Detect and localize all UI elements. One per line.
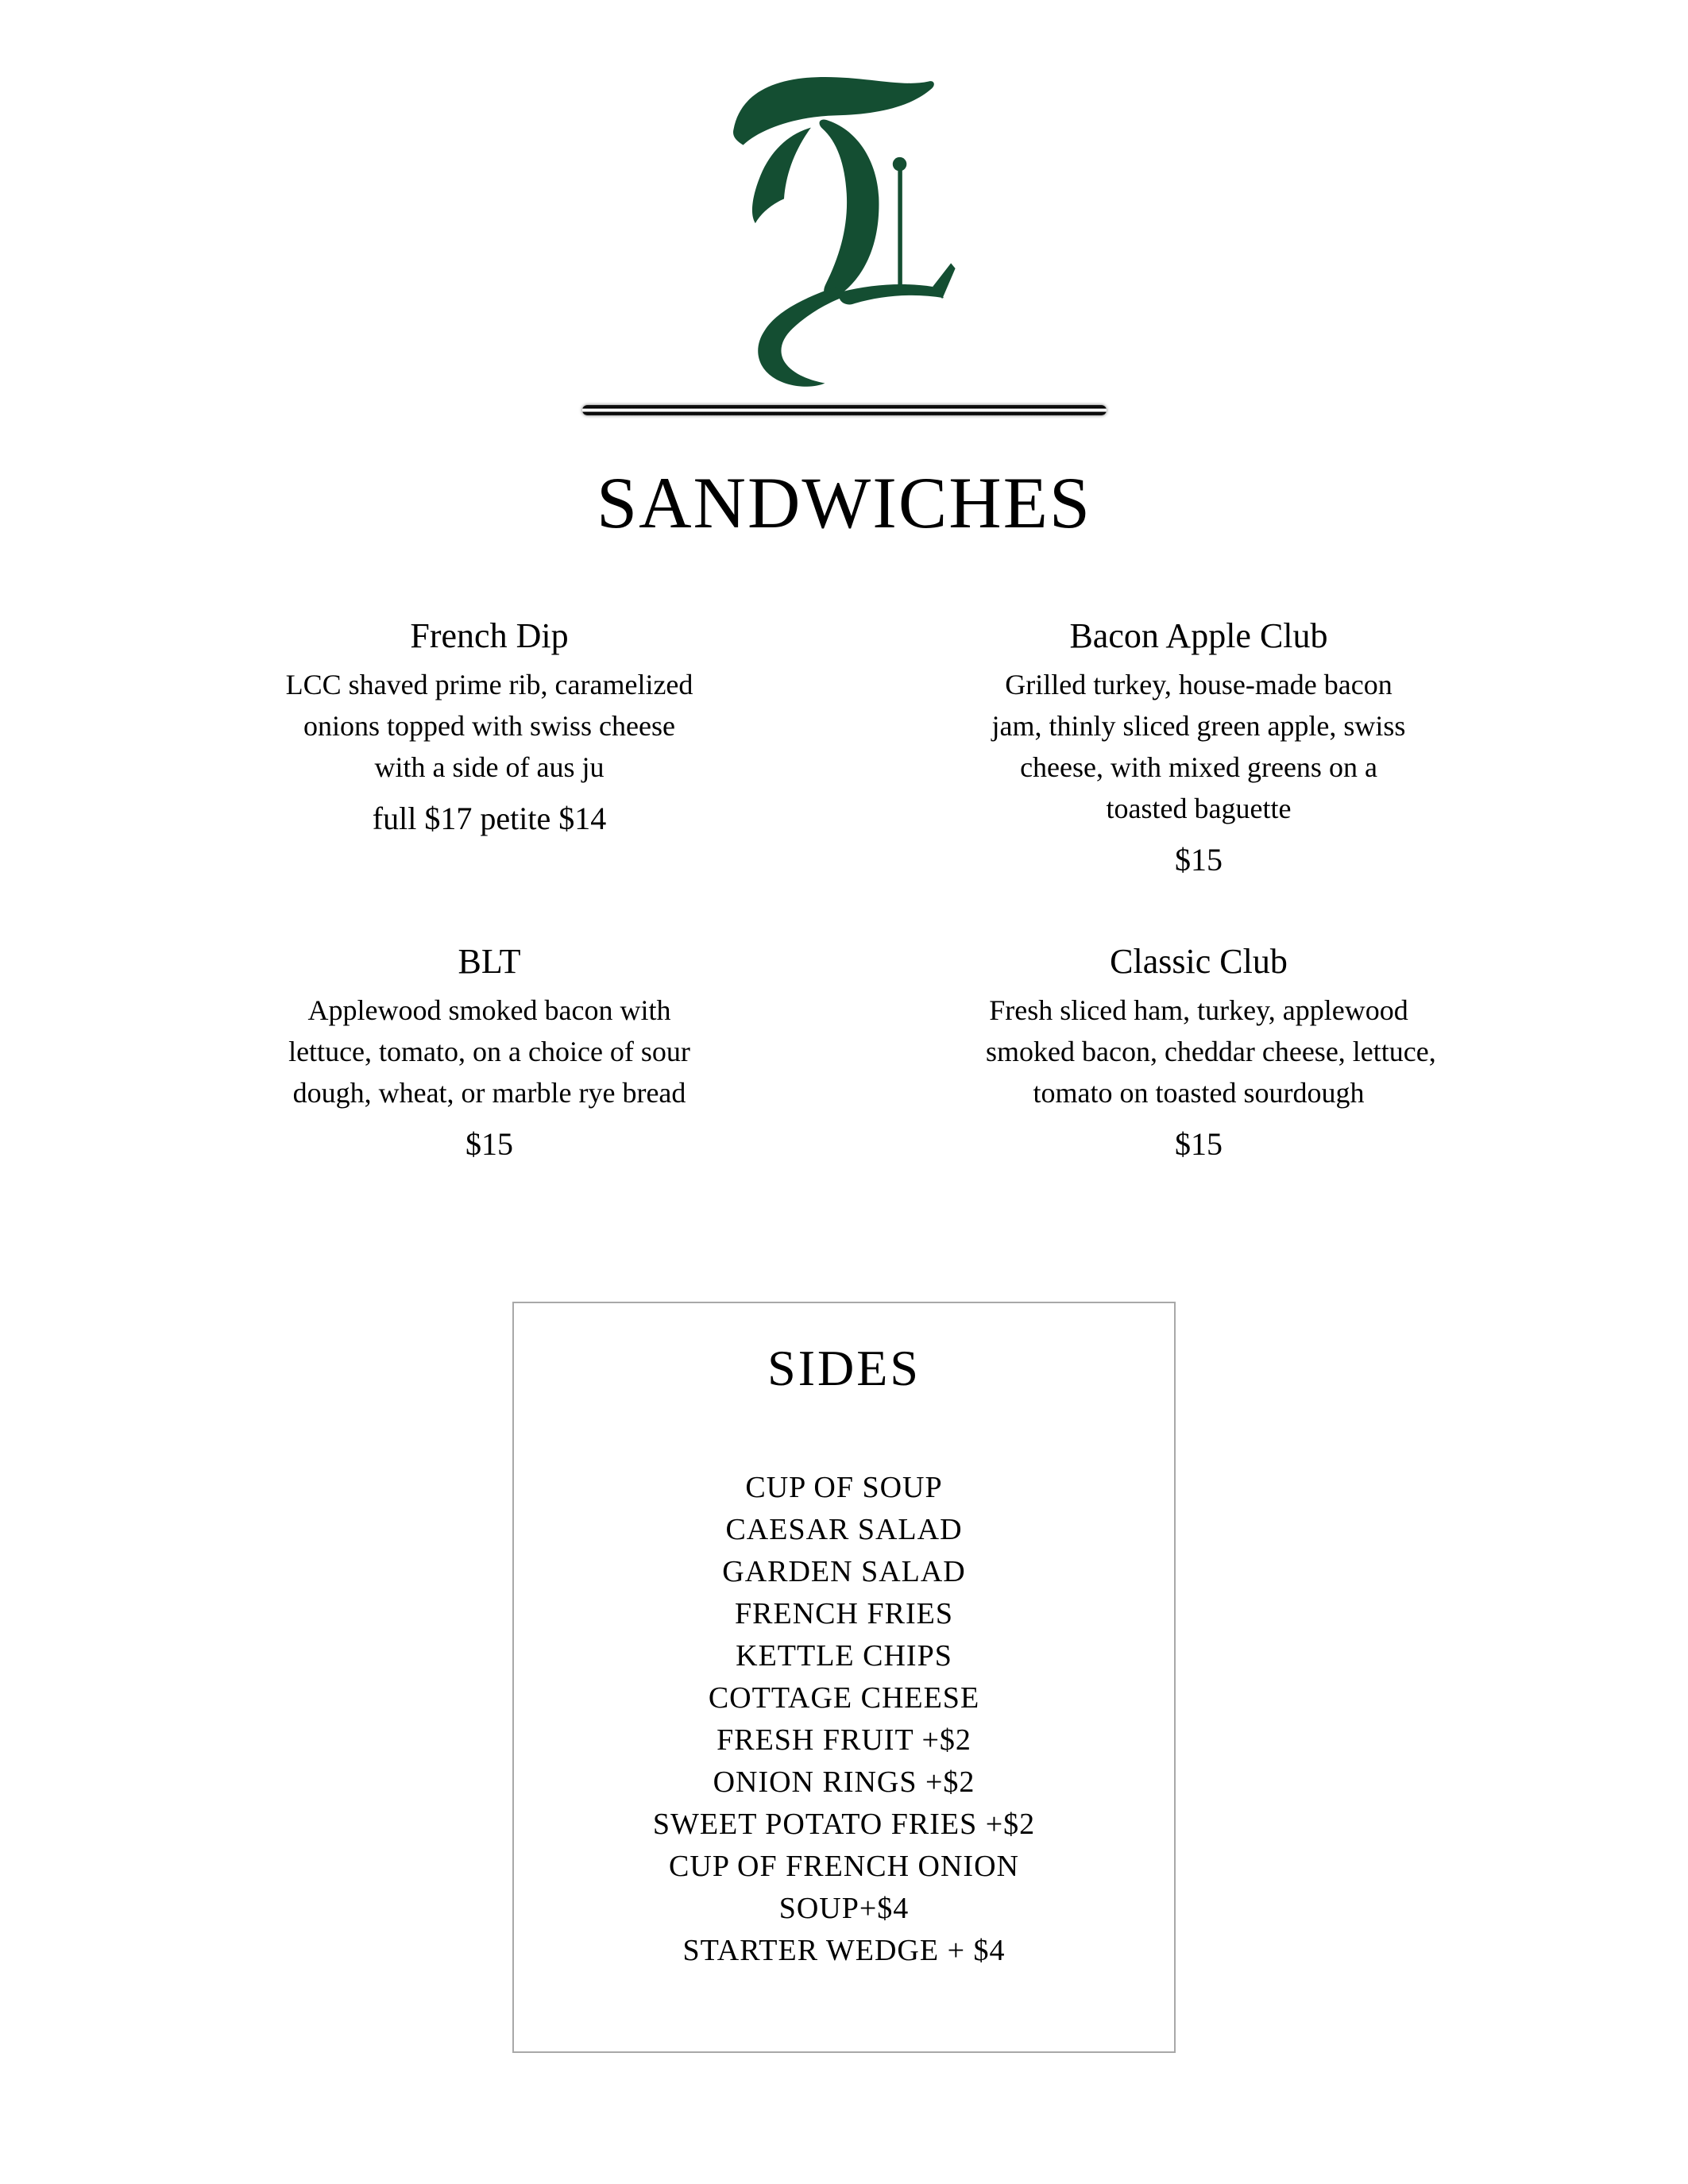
- club-logo: [731, 0, 957, 397]
- sandwiches-section: [227, 614, 1461, 1164]
- side-item: STARTER WEDGE + $4: [682, 1934, 1006, 1967]
- description-line: cheese, with mixed greens on a: [1020, 751, 1377, 783]
- menu-item-price: $15: [1175, 842, 1223, 878]
- sides-list: [622, 1467, 1067, 1972]
- description-line: with a side of aus ju: [374, 751, 605, 783]
- description-line: onions topped with swiss cheese: [303, 710, 675, 742]
- menu-item-name: French Dip: [410, 616, 569, 655]
- side-item: CAESAR SALAD: [725, 1513, 963, 1546]
- description-line: lettuce, tomato, on a choice of sour: [288, 1036, 690, 1067]
- description-line: Grilled turkey, house-made bacon: [1005, 669, 1393, 700]
- menu-item-classic-club: [937, 940, 1461, 1164]
- side-item: CUP OF SOUP: [745, 1471, 943, 1504]
- menu-item-blt: [227, 940, 751, 1164]
- sides-title: SIDES: [767, 1340, 921, 1396]
- side-item: FRESH FRUIT +$2: [717, 1723, 971, 1757]
- description-line: tomato on toasted sourdough: [1033, 1077, 1365, 1109]
- menu-item-price: $15: [1175, 1126, 1223, 1162]
- side-item: KETTLE CHIPS: [736, 1639, 952, 1673]
- side-item: SWEET POTATO FRIES +$2: [652, 1808, 1036, 1841]
- description-line: Applewood smoked bacon with: [307, 994, 671, 1026]
- side-item: CUP OF FRENCH ONION SOUP+$4: [669, 1850, 1019, 1925]
- menu-item-description: [276, 990, 702, 1113]
- description-line: toasted baguette: [1106, 793, 1292, 824]
- menu-item-description: [986, 664, 1412, 829]
- page-title: SANDWICHES: [596, 462, 1092, 543]
- description-line: smoked bacon, cheddar cheese, lettuce,: [986, 1036, 1436, 1067]
- sides-section: [512, 1302, 1176, 2053]
- side-item: GARDEN SALAD: [722, 1555, 966, 1588]
- menu-item-french-dip: [227, 614, 751, 880]
- menu-item-name: Classic Club: [1110, 942, 1288, 981]
- side-item: COTTAGE CHEESE: [708, 1681, 980, 1715]
- description-line: Fresh sliced ham, turkey, applewood: [989, 994, 1408, 1026]
- description-line: jam, thinly sliced green apple, swiss: [991, 710, 1406, 742]
- description-line: LCC shaved prime rib, caramelized: [285, 669, 693, 700]
- side-item: FRENCH FRIES: [735, 1597, 953, 1630]
- logo-l-icon: [731, 75, 957, 397]
- menu-item-name: Bacon Apple Club: [1069, 616, 1328, 655]
- menu-item-price: full $17 petite $14: [372, 801, 607, 836]
- description-line: dough, wheat, or marble rye bread: [292, 1077, 686, 1109]
- menu-item-description: [986, 990, 1436, 1113]
- side-item: ONION RINGS +$2: [713, 1765, 975, 1799]
- menu-item-description: [276, 664, 702, 788]
- divider-rule: [582, 405, 1107, 415]
- menu-item-bacon-apple-club: [937, 614, 1461, 880]
- menu-item-name: BLT: [458, 942, 521, 981]
- menu-item-price: $15: [465, 1126, 513, 1162]
